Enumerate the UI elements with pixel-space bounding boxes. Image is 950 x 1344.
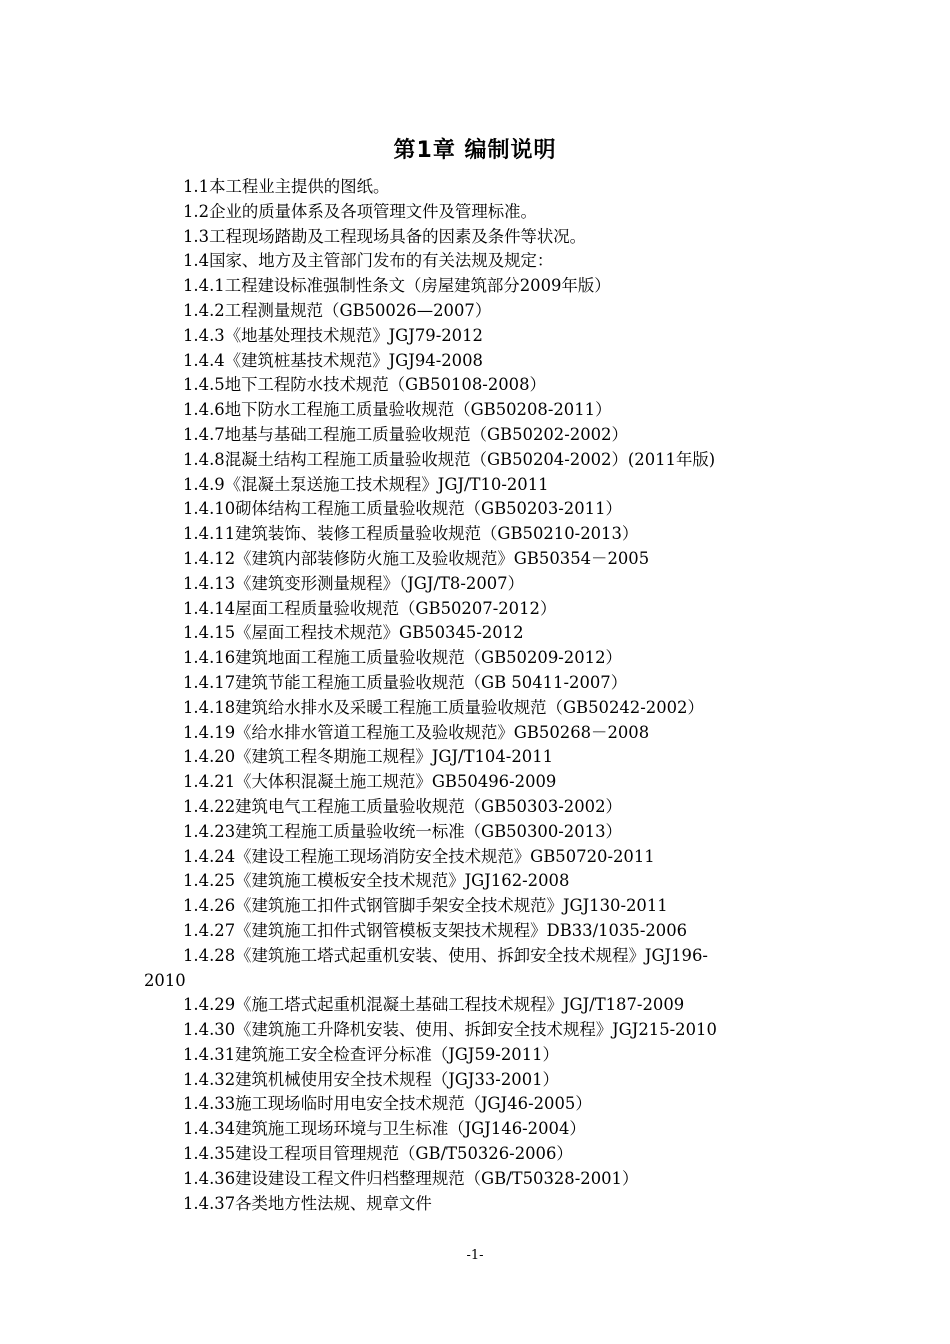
list-item: 1.4.26《建筑施工扣件式钢管脚手架安全技术规范》JGJ130-2011 <box>183 896 668 916</box>
list-item: 1.4.20《建筑工程冬期施工规程》JGJ/T104-2011 <box>183 747 554 767</box>
list-item: 1.1本工程业主提供的图纸。 <box>183 177 390 196</box>
list-item: 1.4.10砌体结构工程施工质量验收规范（GB50203-2011） <box>183 499 622 519</box>
chapter-title: 第1章 编制说明 <box>393 138 557 163</box>
list-item: 1.4.22建筑电气工程施工质量验收规范（GB50303-2002） <box>183 796 622 816</box>
document-body <box>144 175 814 1216</box>
list-item: 1.4.19《给水排水管道工程施工及验收规范》GB50268－2008 <box>183 722 650 742</box>
list-item: 1.4.2工程测量规范（GB50026—2007） <box>183 300 492 320</box>
list-item: 1.4.24《建设工程施工现场消防安全技术规范》GB50720-2011 <box>183 846 655 866</box>
list-item: 1.4.30《建筑施工升降机安装、使用、拆卸安全技术规程》JGJ215-2010 <box>183 1020 717 1040</box>
list-item: 1.4.7地基与基础工程施工质量验收规范（GB50202-2002） <box>183 424 628 444</box>
list-item: 1.4.3《地基处理技术规范》JGJ79-2012 <box>183 325 483 345</box>
list-item: 1.4.36建设建设工程文件归档整理规范（GB/T50328-2001） <box>183 1168 639 1188</box>
list-item: 1.2企业的质量体系及各项管理文件及管理标准。 <box>183 201 537 221</box>
list-item: 1.4.17建筑节能工程施工质量验收规范（GB 50411-2007） <box>183 672 628 692</box>
list-item: 1.4.11建筑装饰、装修工程质量验收规范（GB50210-2013） <box>183 524 639 544</box>
list-item: 1.4.37各类地方性法规、规章文件 <box>183 1193 432 1213</box>
list-item: 1.4.6地下防水工程施工质量验收规范（GB50208-2011） <box>183 400 612 420</box>
list-item: 1.4.15《屋面工程技术规范》GB50345-2012 <box>183 623 524 643</box>
list-item: 1.4.23建筑工程施工质量验收统一标准（GB50300-2013） <box>183 821 622 841</box>
list-item: 1.4.16建筑地面工程施工质量验收规范（GB50209-2012） <box>183 648 622 668</box>
list-item: 1.4.18建筑给水排水及采暖工程施工质量验收规范（GB50242-2002） <box>183 697 704 717</box>
list-item: 1.4.28《建筑施工塔式起重机安装、使用、拆卸安全技术规程》JGJ196- <box>183 945 708 965</box>
list-item: 1.4.29《施工塔式起重机混凝土基础工程技术规程》JGJ/T187-2009 <box>183 995 685 1015</box>
list-item: 1.4.32建筑机械使用安全技术规程（JGJ33-2001） <box>183 1069 559 1089</box>
list-item: 1.4.27《建筑施工扣件式钢管模板支架技术规程》DB33/1035-2006 <box>183 920 688 940</box>
list-item: 1.3工程现场踏勘及工程现场具备的因素及条件等状况。 <box>183 226 587 246</box>
list-item: 1.4.33施工现场临时用电安全技术规范（JGJ46-2005） <box>183 1094 592 1114</box>
list-item: 1.4.35建设工程项目管理规范（GB/T50326-2006） <box>183 1144 573 1164</box>
list-item: 1.4.25《建筑施工模板安全技术规范》JGJ162-2008 <box>183 871 570 891</box>
list-item: 1.4.14屋面工程质量验收规范（GB50207-2012） <box>183 598 557 618</box>
list-item: 1.4.12《建筑内部装修防火施工及验收规范》GB50354－2005 <box>183 548 650 568</box>
list-item: 1.4.5地下工程防水技术规范（GB50108-2008） <box>183 375 546 395</box>
list-item-continuation: 2010 <box>144 970 186 990</box>
list-item: 1.4.34建筑施工现场环境与卫生标准（JGJ146-2004） <box>183 1119 586 1139</box>
page-number: -1- <box>466 1248 484 1263</box>
list-item: 1.4.9《混凝土泵送施工技术规程》JGJ/T10-2011 <box>183 474 549 494</box>
list-item: 1.4.13《建筑变形测量规程》（JGJ/T8-2007） <box>183 573 524 593</box>
list-item: 1.4.8混凝土结构工程施工质量验收规范（GB50204-2002）(2011年版) <box>183 449 716 469</box>
list-item: 1.4国家、地方及主管部门发布的有关法规及规定： <box>183 251 554 271</box>
list-item: 1.4.4《建筑桩基技术规范》JGJ94-2008 <box>183 350 483 370</box>
list-item: 1.4.21《大体积混凝土施工规范》GB50496-2009 <box>183 772 557 792</box>
list-item: 1.4.1工程建设标准强制性条文（房屋建筑部分2009年版） <box>183 276 611 296</box>
list-item: 1.4.31建筑施工安全检查评分标准（JGJ59-2011） <box>183 1044 559 1064</box>
